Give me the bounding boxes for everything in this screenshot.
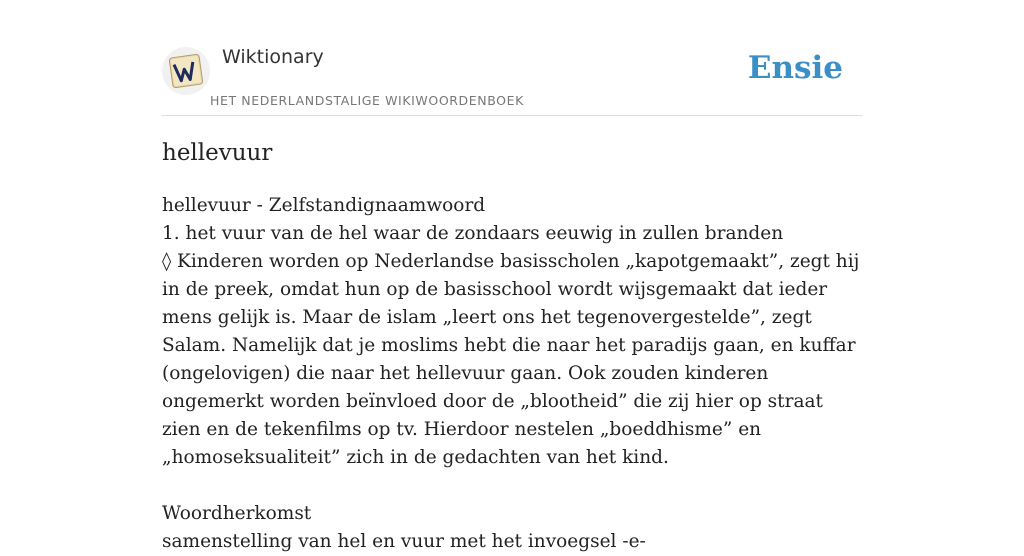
site-header <box>162 0 862 116</box>
definition: 1. het vuur van de hel waar de zondaars eeuwig in zullen branden <box>162 223 784 244</box>
spacer <box>162 472 862 500</box>
site-tagline: HET NEDERLANDSTALIGE WIKIWOORDENBOEK <box>210 93 524 108</box>
etymology-heading: Woordherkomst <box>162 503 312 524</box>
wiktionary-logo-icon[interactable] <box>162 47 210 95</box>
ensie-brand-link[interactable]: Ensie <box>747 50 843 86</box>
entry-content <box>162 192 862 556</box>
page-title: hellevuur <box>162 140 273 166</box>
etymology-text: samenstelling van hel en vuur met het invoegsel -e- <box>162 531 646 552</box>
example-quote: ◊ Kinderen worden op Nederlandse basisscholen „kapotgemaakt”, zegt hij in de preek, omdat hun op de basisschool wordt wijsgemaakt dat ieder mens gelijk is. Maar de islam „leert ons het tegenovergestelde”, zegt Salam. Namelijk dat je moslims hebt die naar het paradijs gaan, en kuffar (ongelovigen) die naar het hellevuur gaan. Ook zouden kinderen ongemerkt worden beïnvloed door de „blootheid” die zij hier op straat zien en de tekenfilms op tv. Hierdoor nestelen „boeddhisme” en „homoseksualiteit” zich in de gedachten van het kind. <box>162 251 860 468</box>
site-name[interactable]: Wiktionary <box>222 46 324 68</box>
headword-line: hellevuur - Zelfstandignaamwoord <box>162 195 486 216</box>
page <box>162 0 862 552</box>
